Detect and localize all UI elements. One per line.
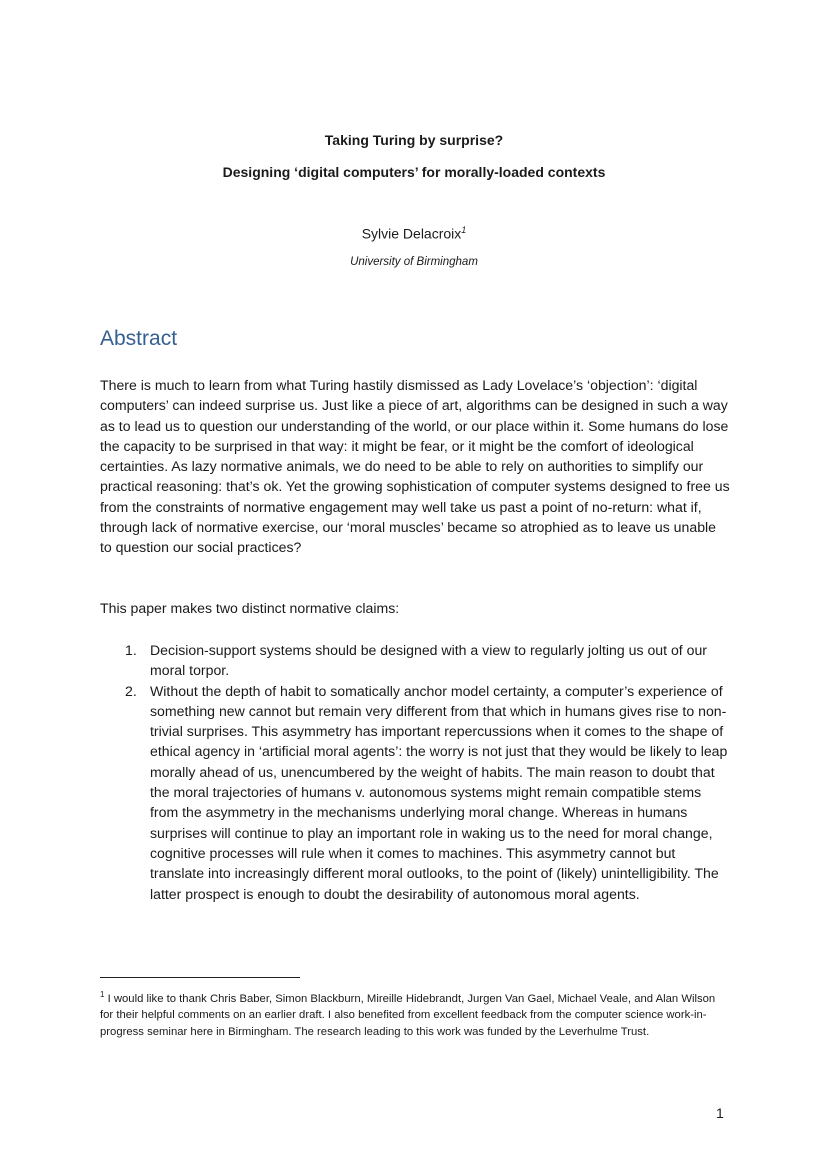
claims-intro: This paper makes two distinct normative claims: [100, 600, 400, 616]
author-line [0, 225, 828, 242]
claim-text-2: Without the depth of habit to somatically anchor model certainty, a computer’s experience of something new cannot but remain very different from that which in humans gives rise to non-trivial surprises. This asymmetry has important repercussions when it comes to the shape of ethical agency in ‘artificial moral agents’: the worry is not just that they would be likely to leap morally ahead of us, unencumbered by the weight of habits. The main reason to doubt that the moral trajectories of humans v. autonomous systems might remain compatible stems from the asymmetry in the mechanisms underlying moral change. Whereas in humans surprises will continue to play an important role in waking us to the need for moral change, cognitive processes will rule when it comes to machines. This asymmetry cannot but translate into increasingly different moral outlooks, to the point of (likely) unintelligibility. The latter prospect is enough to doubt the desirability of autonomous moral agents. [150, 682, 728, 902]
claim-number-1: 1. [125, 642, 137, 658]
author-footnote-marker[interactable]: 1 [461, 225, 467, 235]
paper-title [0, 132, 828, 148]
paper-subtitle [0, 164, 828, 180]
claim-number-2: 2. [125, 682, 137, 699]
paper-subtitle-text: Designing ‘digital computers’ for morally-loaded contexts [222, 164, 606, 180]
author-name: Sylvie Delacroix [361, 225, 462, 242]
footnote-text: I would like to thank Chris Baber, Simon Blackburn, Mireille Hidebrandt, Jurgen Van Gael, Michael Veale, and Alan Wilson for their helpful comments on an earlier draft. I also benefited from excellent feedback from the computer science work-in-progress seminar here in Birmingham. The research leading to this work was funded by the Leverhulme Trust. [100, 992, 716, 1039]
footnote-marker: 1 [100, 990, 105, 999]
page-number: 1 [716, 1105, 724, 1121]
claim-item-2 [100, 681, 730, 904]
footnote-divider [100, 977, 300, 978]
paper-title-text: Taking Turing by surprise? [324, 132, 504, 148]
abstract-paragraph: There is much to learn from what Turing hastily dismissed as Lady Lovelace’s ‘objection’: ‘digital computers’ can indeed surprise us. Just like a piece of art, algorithms can be designed in such a way as to lead us to question our understanding of the world, or our place within it. Some humans do lose the capacity to be surprised in that way: it might be fear, or it might be the comfort of ideological certainties. As lazy normative animals, we do need to be able to rely on authorities to simplify our practical reasoning: that’s ok. Yet the growing sophistication of computer systems designed to free us from the constraints of normative engagement may well take us past a point of no-return: what if, through lack of normative exercise, our ‘moral muscles’ became so atrophied as to leave us unable to question our social practices? [100, 377, 730, 556]
abstract-heading: Abstract [100, 327, 178, 350]
footnote [100, 987, 730, 1041]
affiliation-text: University of Birmingham [350, 256, 478, 268]
claim-item-1 [100, 640, 730, 681]
author-affiliation [0, 256, 828, 268]
claim-text-1: Decision-support systems should be designed with a view to regularly jolting us out of our moral torpor. [150, 642, 707, 679]
claims-list [100, 640, 730, 904]
